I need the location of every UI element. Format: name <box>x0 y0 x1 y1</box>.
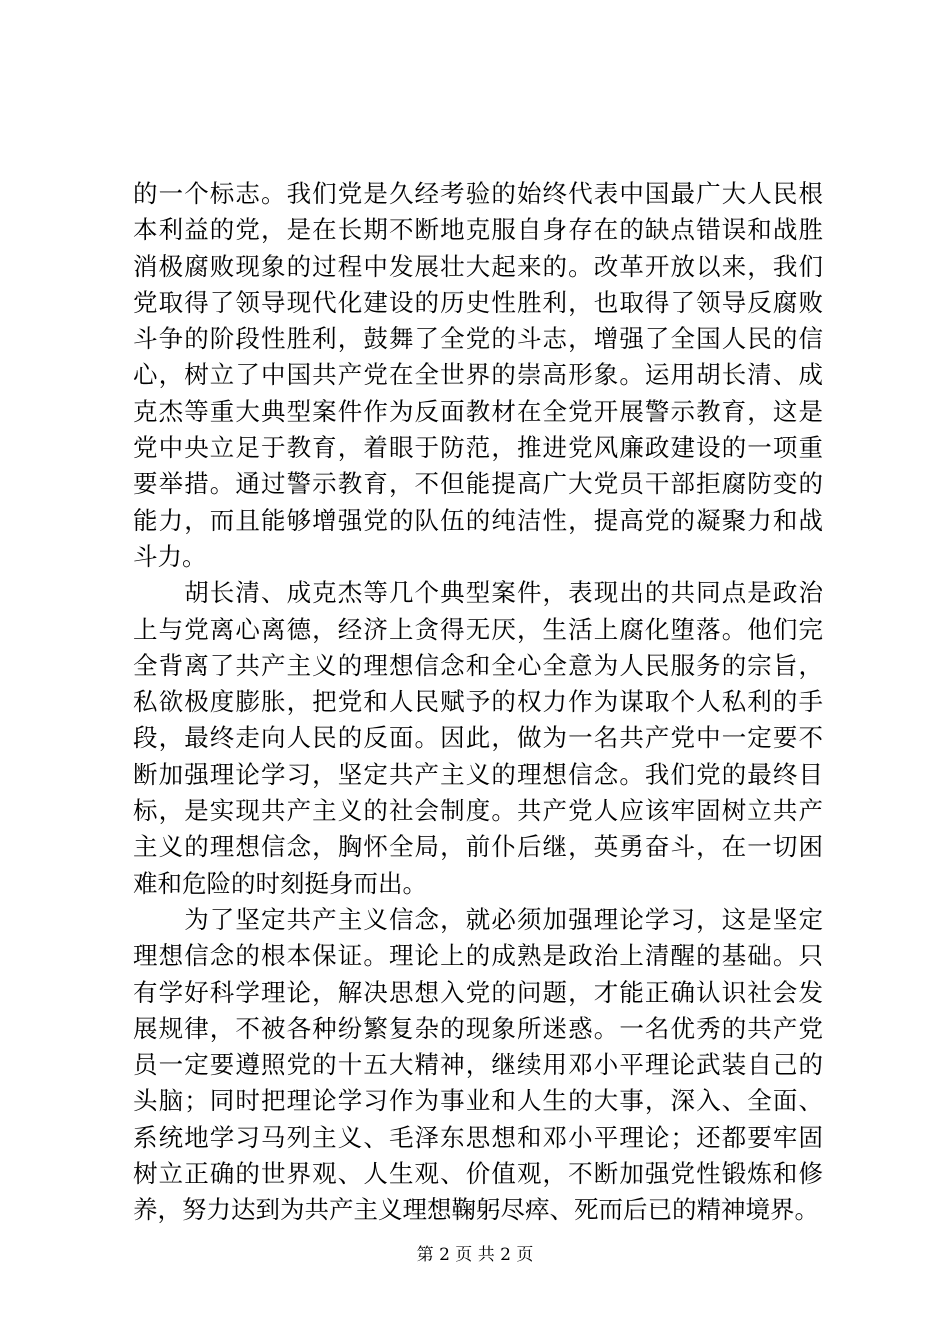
text-line: 段，最终走向人民的反面。因此，做为一名共产党中一定要不 <box>133 723 823 753</box>
text-line: 系统地学习马列主义、毛泽东思想和邓小平理论；还都要牢固 <box>133 1122 823 1152</box>
text-line: 斗力。 <box>133 541 207 571</box>
text-line: 难和危险的时刻挺身而出。 <box>133 868 427 898</box>
text-line: 斗争的阶段性胜利，鼓舞了全党的斗志，增强了全国人民的信 <box>133 324 823 354</box>
text-line: 党取得了领导现代化建设的历史性胜利，也取得了领导反腐败 <box>133 287 823 317</box>
text-line: 主义的理想信念，胸怀全局，前仆后继，英勇奋斗，在一切困 <box>133 832 823 862</box>
document-body <box>133 176 823 1229</box>
text-line: 全背离了共产主义的理想信念和全心全意为人民服务的宗旨， <box>133 650 823 680</box>
text-line: 的一个标志。我们党是久经考验的始终代表中国最广大人民根 <box>133 179 823 208</box>
text-line: 上与党离心离德，经济上贪得无厌，生活上腐化堕落。他们完 <box>133 614 823 644</box>
text-line: 消极腐败现象的过程中发展壮大起来的。改革开放以来，我们 <box>133 251 823 281</box>
text-line: 断加强理论学习，坚定共产主义的理想信念。我们党的最终目 <box>133 759 823 789</box>
text-line: 党中央立足于教育，着眼于防范，推进党风廉政建设的一项重 <box>133 433 823 463</box>
page-number-footer: 第 2 页 共 2 页 <box>416 1245 534 1265</box>
text-line: 本利益的党，是在长期不断地克服自身存在的缺点错误和战胜 <box>133 215 823 245</box>
text-line: 为了坚定共产主义信念，就必须加强理论学习，这是坚定 <box>133 904 823 934</box>
text-line: 头脑；同时把理论学习作为事业和人生的大事，深入、全面、 <box>133 1086 823 1116</box>
text-line: 有学好科学理论，解决思想入党的问题，才能正确认识社会发 <box>133 977 823 1007</box>
text-line: 展规律，不被各种纷繁复杂的现象所迷惑。一名优秀的共产党 <box>133 1013 823 1043</box>
text-line: 员一定要遵照党的十五大精神，继续用邓小平理论武装自己的 <box>133 1050 823 1080</box>
text-line: 养，努力达到为共产主义理想鞠躬尽瘁、死而后已的精神境界。 <box>133 1195 819 1225</box>
text-line: 要举措。通过警示教育，不但能提高广大党员干部拒腐防变的 <box>133 469 823 499</box>
text-line: 私欲极度膨胀，把党和人民赋予的权力作为谋取个人私利的手 <box>133 687 823 717</box>
text-line: 心，树立了中国共产党在全世界的崇高形象。运用胡长清、成 <box>133 360 823 390</box>
text-line: 能力，而且能够增强党的队伍的纯洁性，提高党的凝聚力和战 <box>133 505 823 535</box>
text-line: 胡长清、成克杰等几个典型案件，表现出的共同点是政治 <box>133 578 823 608</box>
text-line: 克杰等重大典型案件作为反面教材在全党开展警示教育，这是 <box>133 396 823 426</box>
text-line: 理想信念的根本保证。理论上的成熟是政治上清醒的基础。只 <box>133 941 823 971</box>
text-line: 树立正确的世界观、人生观、价值观，不断加强党性锻炼和修 <box>133 1159 823 1189</box>
text-line: 标，是实现共产主义的社会制度。共产党人应该牢固树立共产 <box>133 796 823 826</box>
